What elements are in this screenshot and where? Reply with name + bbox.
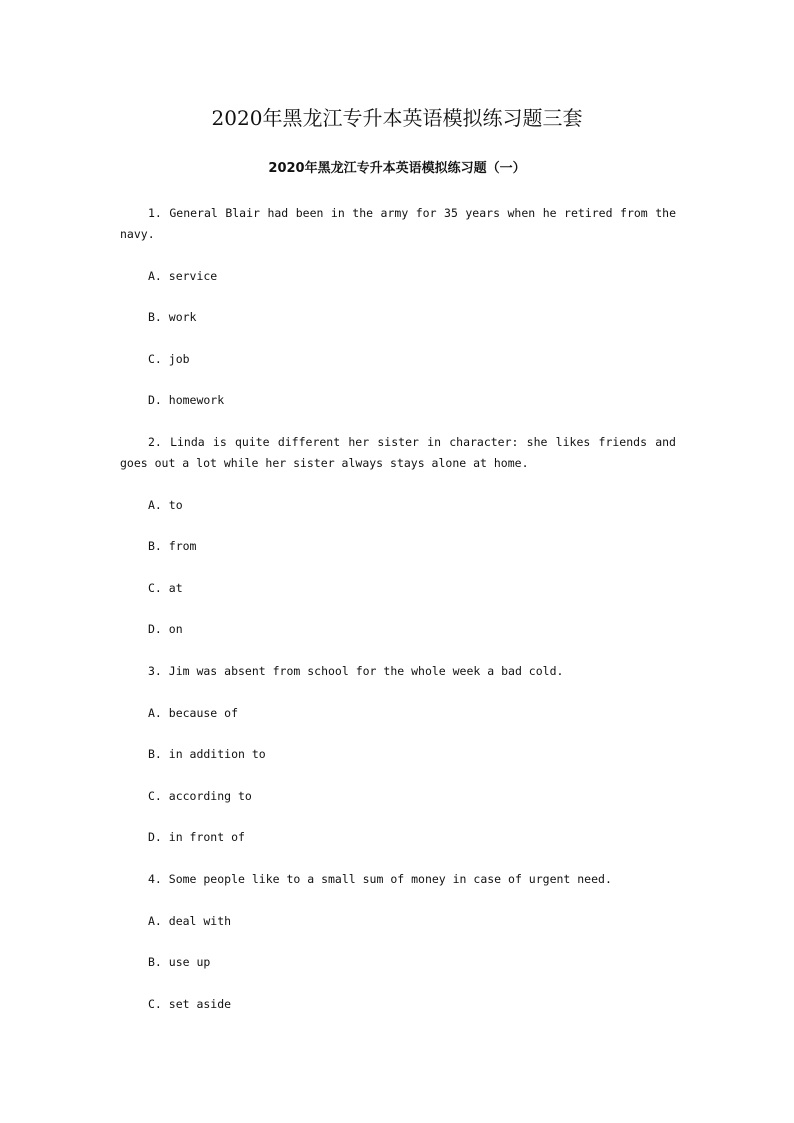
answer-option: D. homework (148, 393, 225, 408)
document-title: 2020年黑龙江专升本英语模拟练习题三套 (211, 106, 583, 130)
answer-option: C. set aside (148, 996, 232, 1011)
question-stem: 3. Jim was absent from school for the whole week a bad cold. (148, 663, 564, 678)
question-stem: 1. General Blair had been in the army for 35 years when he retired from the navy. (120, 206, 676, 241)
question-stem: 4. Some people like to a small sum of money in case of urgent need. (148, 871, 612, 886)
answer-option: B. in addition to (148, 747, 266, 762)
answer-option: A. service (148, 268, 218, 283)
answer-option: C. job (148, 351, 190, 366)
answer-option: B. from (148, 539, 197, 554)
answer-option: B. use up (148, 955, 211, 970)
answer-option: A. deal with (148, 913, 232, 928)
answer-option: C. according to (148, 788, 252, 803)
answer-option: A. because of (148, 705, 239, 720)
answer-option: B. work (148, 310, 197, 325)
question-list (120, 203, 676, 1035)
answer-option: C. at (148, 580, 183, 595)
answer-option: D. on (148, 622, 183, 637)
question-stem: 2. Linda is quite different her sister in character: she likes friends and goes out a lot while her sister always stays alone at home. (120, 434, 676, 470)
answer-option: A. to (148, 497, 183, 512)
section-subtitle: 2020年黑龙江专升本英语模拟练习题（一） (268, 161, 526, 176)
answer-option: D. in front of (148, 830, 245, 845)
